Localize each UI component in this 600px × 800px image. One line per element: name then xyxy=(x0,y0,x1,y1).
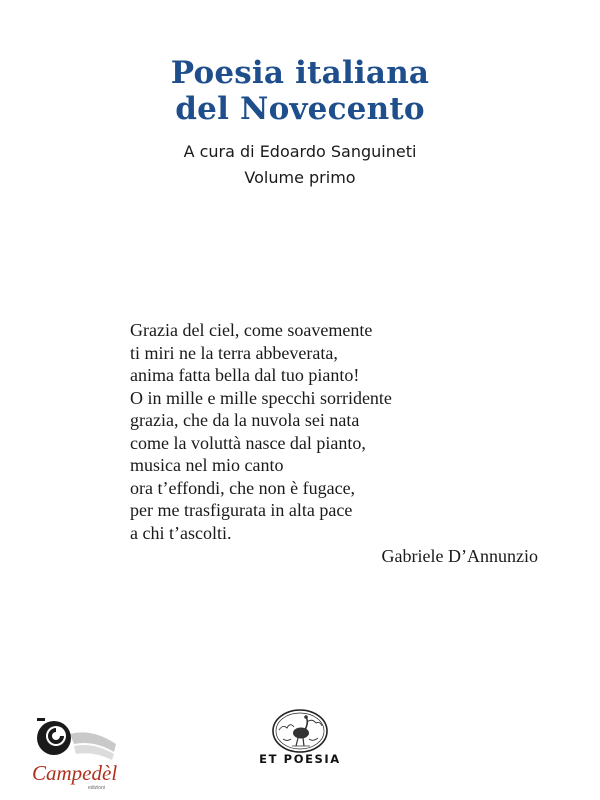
ostrich-emblem-icon xyxy=(261,706,339,756)
poem-author: Gabriele D’Annunzio xyxy=(381,546,538,566)
book-title-line-2: del Novecento xyxy=(175,91,425,127)
poem-line: ora t’effondi, che non è fugace, xyxy=(130,477,356,498)
poem-line: grazia, che da la nuvola sei nata xyxy=(130,410,360,430)
book-title-line-1: Poesia italiana xyxy=(170,55,430,91)
volume-label: Volume primo xyxy=(244,168,356,187)
svg-text:edizioni: edizioni xyxy=(88,785,105,791)
poem-line: O in mille e mille specchi sorridente xyxy=(130,387,392,408)
poem-line: a chi t’ascolti. xyxy=(130,522,232,543)
epigraph-poem xyxy=(130,319,550,544)
poem-line: anima fatta bella dal tuo pianto! xyxy=(130,365,360,385)
poem-line: per me trasfigurata in alta pace xyxy=(130,500,353,520)
poem-line: ti miri ne la terra abbeverata, xyxy=(130,342,338,363)
publisher-series: ET POESIA xyxy=(259,752,341,766)
editor-credit: A cura di Edoardo Sanguineti xyxy=(183,142,417,161)
poem-line: Grazia del ciel, come soavemente xyxy=(130,320,373,340)
svg-text:Campedèl: Campedèl xyxy=(32,761,118,785)
poem-line: come la voluttà nasce dal pianto, xyxy=(130,432,366,453)
poem-line: musica nel mio canto xyxy=(130,455,284,475)
campedel-logo-icon xyxy=(30,712,122,792)
